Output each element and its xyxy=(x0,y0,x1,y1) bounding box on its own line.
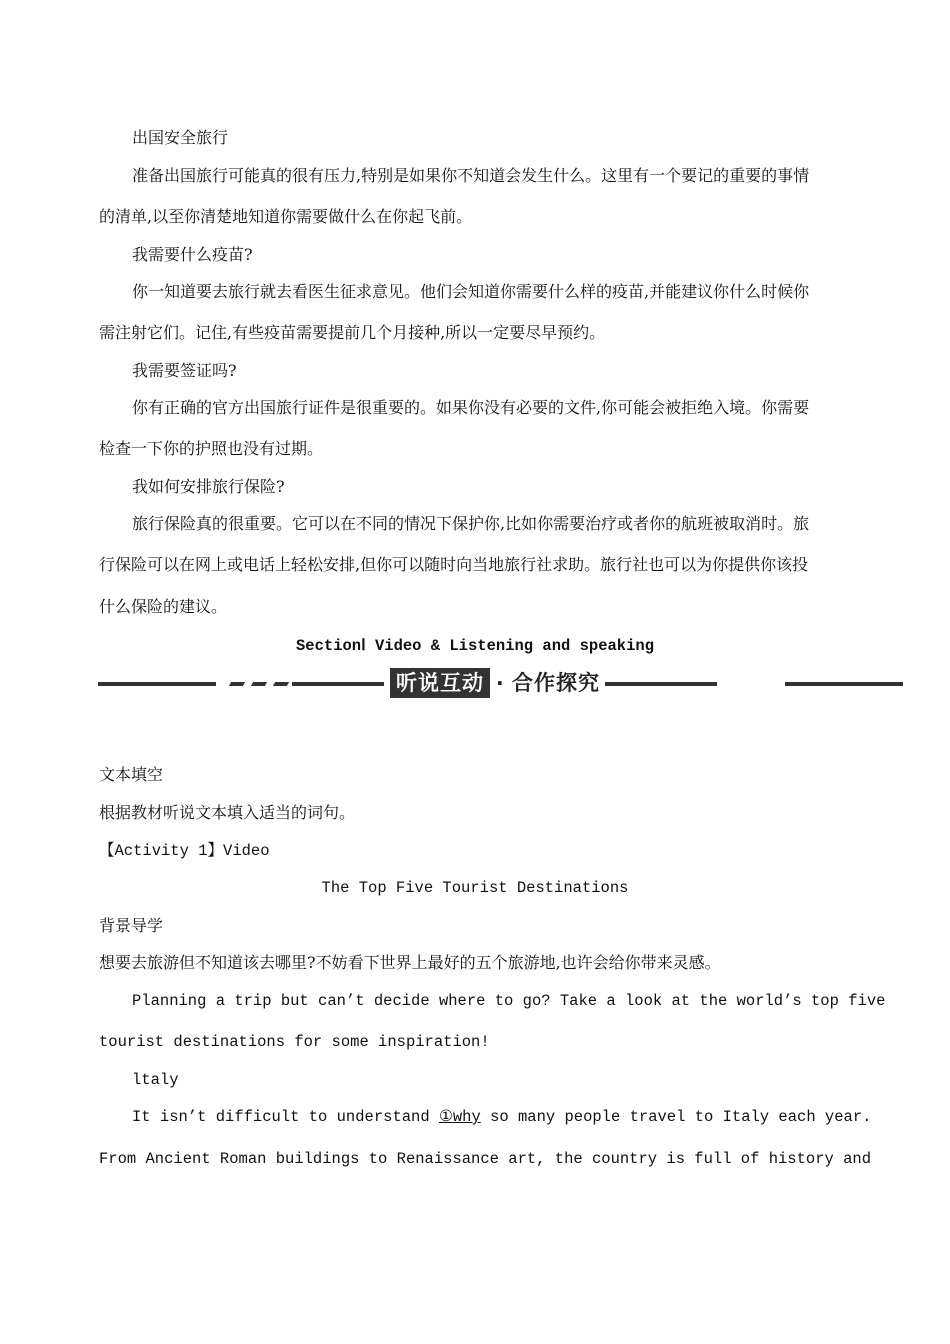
exercise-heading: 文本填空 xyxy=(99,765,164,784)
text-segment: so many people travel to Italy each year. xyxy=(480,1108,872,1126)
fill-blank xyxy=(439,1108,481,1126)
activity-label: 【Activity 1】Video xyxy=(99,842,270,860)
paragraph-line: tourist destinations for some inspiration! xyxy=(99,1033,490,1051)
banner-rule xyxy=(785,682,903,686)
paragraph-line: Planning a trip but can’t decide where to go? Take a look at the world’s top five xyxy=(132,992,886,1010)
paragraph-line: 的清单,以至你清楚地知道你需要做什么在你起飞前。 xyxy=(99,207,473,226)
exercise-instruction: 根据教材听说文本填入适当的词句。 xyxy=(99,803,356,822)
banner-dash xyxy=(251,682,267,686)
paragraph-line: 检查一下你的护照也没有过期。 xyxy=(99,439,324,458)
background-text: 想要去旅游但不知道该去哪里?不妨看下世界上最好的五个旅游地,也许会给你带来灵感。 xyxy=(99,953,721,972)
banner-dash xyxy=(273,682,289,686)
section-title: SectionⅠ Video & Listening and speaking xyxy=(295,637,655,655)
section-banner xyxy=(0,664,950,704)
paragraph-line xyxy=(132,1107,871,1127)
paragraph-line: 准备出国旅行可能真的很有压力,特别是如果你不知道会发生什么。这里有一个要记的重要的事情 xyxy=(132,166,810,185)
background-label: 背景导学 xyxy=(99,916,164,935)
banner-rule xyxy=(605,682,717,686)
banner-label-box: 听说互动 xyxy=(390,668,490,698)
passage-title: 出国安全旅行 xyxy=(132,128,229,147)
question-heading: 我需要什么疫苗? xyxy=(132,245,253,264)
blank-answer: why xyxy=(452,1108,481,1126)
banner-rule xyxy=(292,682,384,686)
blank-number: ① xyxy=(438,1108,453,1126)
paragraph-line: 你一知道要去旅行就去看医生征求意见。他们会知道你需要什么样的疫苗,并能建议你什么时候你 xyxy=(132,282,810,301)
paragraph-line: 什么保险的建议。 xyxy=(99,597,228,616)
paragraph-line: 旅行保险真的很重要。它可以在不同的情况下保护你,比如你需要治疗或者你的航班被取消时。旅 xyxy=(132,514,810,533)
paragraph-line: From Ancient Roman buildings to Renaissance art, the country is full of history and xyxy=(99,1150,872,1168)
question-heading: 我需要签证吗? xyxy=(132,361,237,380)
paragraph-line: 需注射它们。记住,有些疫苗需要提前几个月接种,所以一定要尽早预约。 xyxy=(99,323,606,342)
banner-dash xyxy=(229,682,245,686)
passage-en-title: The Top Five Tourist Destinations xyxy=(321,879,629,897)
banner-rule xyxy=(98,682,216,686)
paragraph-line: 你有正确的官方出国旅行证件是很重要的。如果你没有必要的文件,你可能会被拒绝入境。你需要 xyxy=(132,398,810,417)
banner-dot: · xyxy=(496,671,504,695)
country-subhead: ltaly xyxy=(132,1071,179,1089)
text-segment: It isn’t difficult to understand xyxy=(132,1108,439,1126)
banner-label: 合作探究 xyxy=(512,671,600,695)
question-heading: 我如何安排旅行保险? xyxy=(132,477,285,496)
paragraph-line: 行保险可以在网上或电话上轻松安排,但你可以随时向当地旅行社求助。旅行社也可以为你提供你该投 xyxy=(99,555,809,574)
